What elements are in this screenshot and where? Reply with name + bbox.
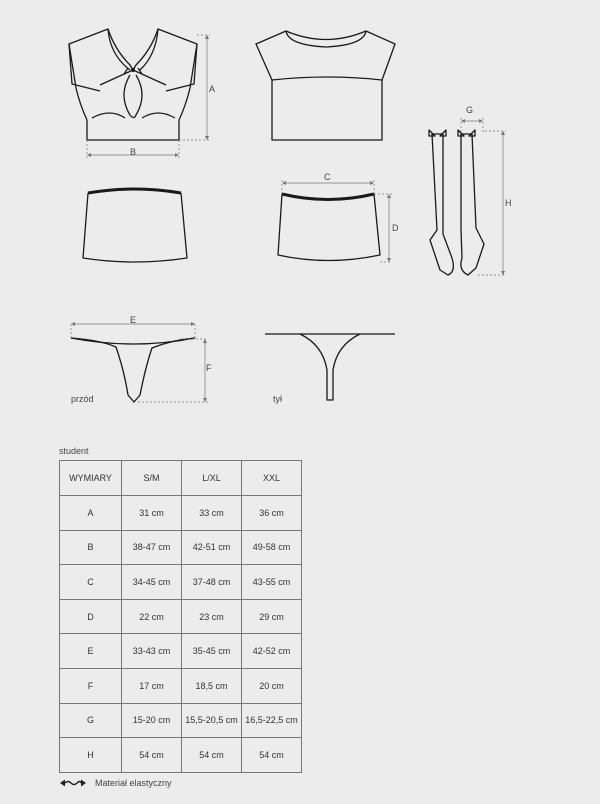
table-cell: C (60, 565, 122, 600)
table-cell: F (60, 668, 122, 703)
table-cell: 18,5 cm (182, 668, 242, 703)
table-cell: D (60, 599, 122, 634)
table-cell: 42-51 cm (182, 530, 242, 565)
header-cell: XXL (242, 461, 302, 496)
header-cell: L/XL (182, 461, 242, 496)
table-cell: 37-48 cm (182, 565, 242, 600)
table-cell: 17 cm (122, 668, 182, 703)
front-view-label: przód (71, 394, 94, 404)
table-cell: 43-55 cm (242, 565, 302, 600)
dim-label-a: A (209, 84, 216, 94)
top-back-drawing (256, 31, 395, 140)
table-cell: 15,5-20,5 cm (182, 703, 242, 738)
legend (59, 778, 172, 788)
table-cell: 42-52 cm (242, 634, 302, 669)
table-cell: 20 cm (242, 668, 302, 703)
table-cell: 54 cm (122, 738, 182, 773)
top-front-drawing (69, 29, 215, 158)
table-row (60, 668, 302, 703)
table-row (60, 703, 302, 738)
table-cell: 33-43 cm (122, 634, 182, 669)
table-row (60, 496, 302, 531)
header-cell: S/M (122, 461, 182, 496)
table-cell: 23 cm (182, 599, 242, 634)
dim-label-c: C (324, 172, 331, 182)
skirt-front-drawing (83, 189, 187, 262)
elastic-arrow-icon (59, 778, 87, 788)
table-row (60, 530, 302, 565)
table-cell: 38-47 cm (122, 530, 182, 565)
table-cell: 36 cm (242, 496, 302, 531)
dim-label-b: B (130, 147, 137, 157)
table-title: student (59, 446, 89, 456)
table-cell: 22 cm (122, 599, 182, 634)
thong-back-drawing (265, 334, 395, 404)
table-cell: A (60, 496, 122, 531)
dim-label-e: E (130, 315, 137, 325)
dim-label-g: G (466, 105, 474, 115)
table-row (60, 738, 302, 773)
table-cell: 29 cm (242, 599, 302, 634)
table-cell: 16,5-22,5 cm (242, 703, 302, 738)
table-cell: G (60, 703, 122, 738)
dim-label-h: H (505, 198, 512, 208)
dim-label-f: F (206, 363, 212, 373)
size-table (59, 460, 302, 773)
table-cell: 31 cm (122, 496, 182, 531)
dim-label-d: D (392, 223, 399, 233)
table-row (60, 634, 302, 669)
table-header-row (60, 461, 302, 496)
table-row (60, 565, 302, 600)
table-cell: 54 cm (182, 738, 242, 773)
header-cell: WYMIARY (60, 461, 122, 496)
table-cell: 34-45 cm (122, 565, 182, 600)
back-view-label: tył (273, 394, 282, 404)
thong-front-drawing (71, 315, 212, 404)
table-cell: 35-45 cm (182, 634, 242, 669)
table-cell: E (60, 634, 122, 669)
table-cell: 15-20 cm (122, 703, 182, 738)
table-cell: 54 cm (242, 738, 302, 773)
table-row (60, 599, 302, 634)
skirt-back-drawing (278, 172, 399, 262)
table-cell: 49-58 cm (242, 530, 302, 565)
legend-text: Materiał elastyczny (95, 778, 172, 788)
table-cell: B (60, 530, 122, 565)
table-cell: H (60, 738, 122, 773)
stockings-drawing (429, 105, 512, 275)
table-cell: 33 cm (182, 496, 242, 531)
